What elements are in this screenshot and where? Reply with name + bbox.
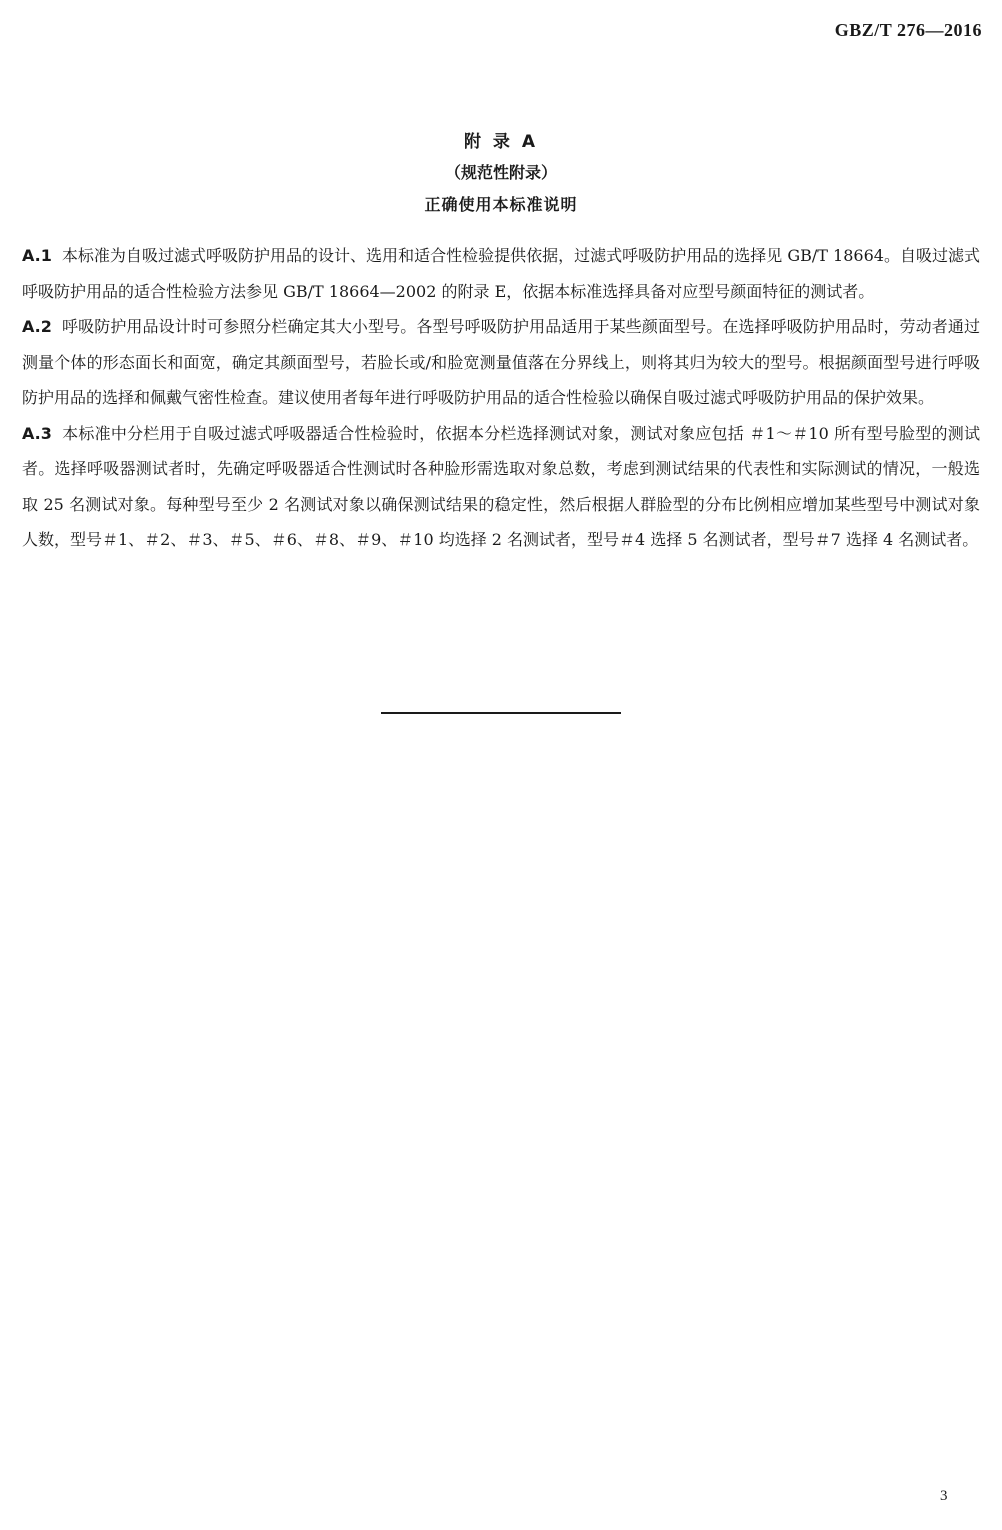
clause-a3 (22, 416, 980, 558)
clause-a2 (22, 309, 980, 416)
annex-header (0, 127, 1002, 221)
clause-number: A.2 (22, 317, 52, 336)
clause-text: 呼吸防护用品设计时可参照分栏确定其大小型号。各型号呼吸防护用品适用于某些颜面型号。在选择呼吸防护用品时，劳动者通过测量个体的形态面长和面宽，确定其颜面型号，若脸长或/和脸宽测量值落在分界线上，则将其归为较大的型号。根据颜面型号进行呼吸防护用品的选择和佩戴气密性检查。建议使用者每年进行呼吸防护用品的适合性检验以确保自吸过滤式呼吸防护用品的保护效果。 (22, 317, 980, 407)
clause-text: 本标准为自吸过滤式呼吸防护用品的设计、选用和适合性检验提供依据，过滤式呼吸防护用品的选择见 GB/T 18664。自吸过滤式呼吸防护用品的适合性检验方法参见 GB/T 18664—2002 的附录 E，依据本标准选择具备对应型号颜面特征的测试者。 (22, 246, 980, 301)
clause-text: 本标准中分栏用于自吸过滤式呼吸器适合性检验时，依据本分栏选择测试对象，测试对象应包括 ＃1～＃10 所有型号脸型的测试者。选择呼吸器测试者时，先确定呼吸器适合性测试时各种脸形需选取对象总数，考虑到测试结果的代表性和实际测试的情况，一般选取 25 名测试对象。每种型号至少 2 名测试对象以确保测试结果的稳定性，然后根据人群脸型的分布比例相应增加某些型号中测试对象人数，型号＃1、＃2、＃3、＃5、＃6、＃8、＃9、＃10 均选择 2 名测试者，型号＃4 选择 5 名测试者，型号＃7 选择 4 名测试者。 (22, 423, 980, 549)
annex-type: （规范性附录） (444, 163, 557, 182)
clause-a1 (22, 238, 980, 309)
annex-heading: 正确使用本标准说明 (424, 195, 578, 214)
end-of-annex-rule (381, 712, 621, 714)
page-number: 3 (940, 1488, 948, 1504)
clause-number: A.1 (22, 246, 52, 265)
annex-title: 附 录 A (464, 132, 538, 152)
standard-code: GBZ/T 276—2016 (834, 20, 982, 40)
annex-body (22, 238, 980, 558)
clause-number: A.3 (22, 423, 52, 443)
